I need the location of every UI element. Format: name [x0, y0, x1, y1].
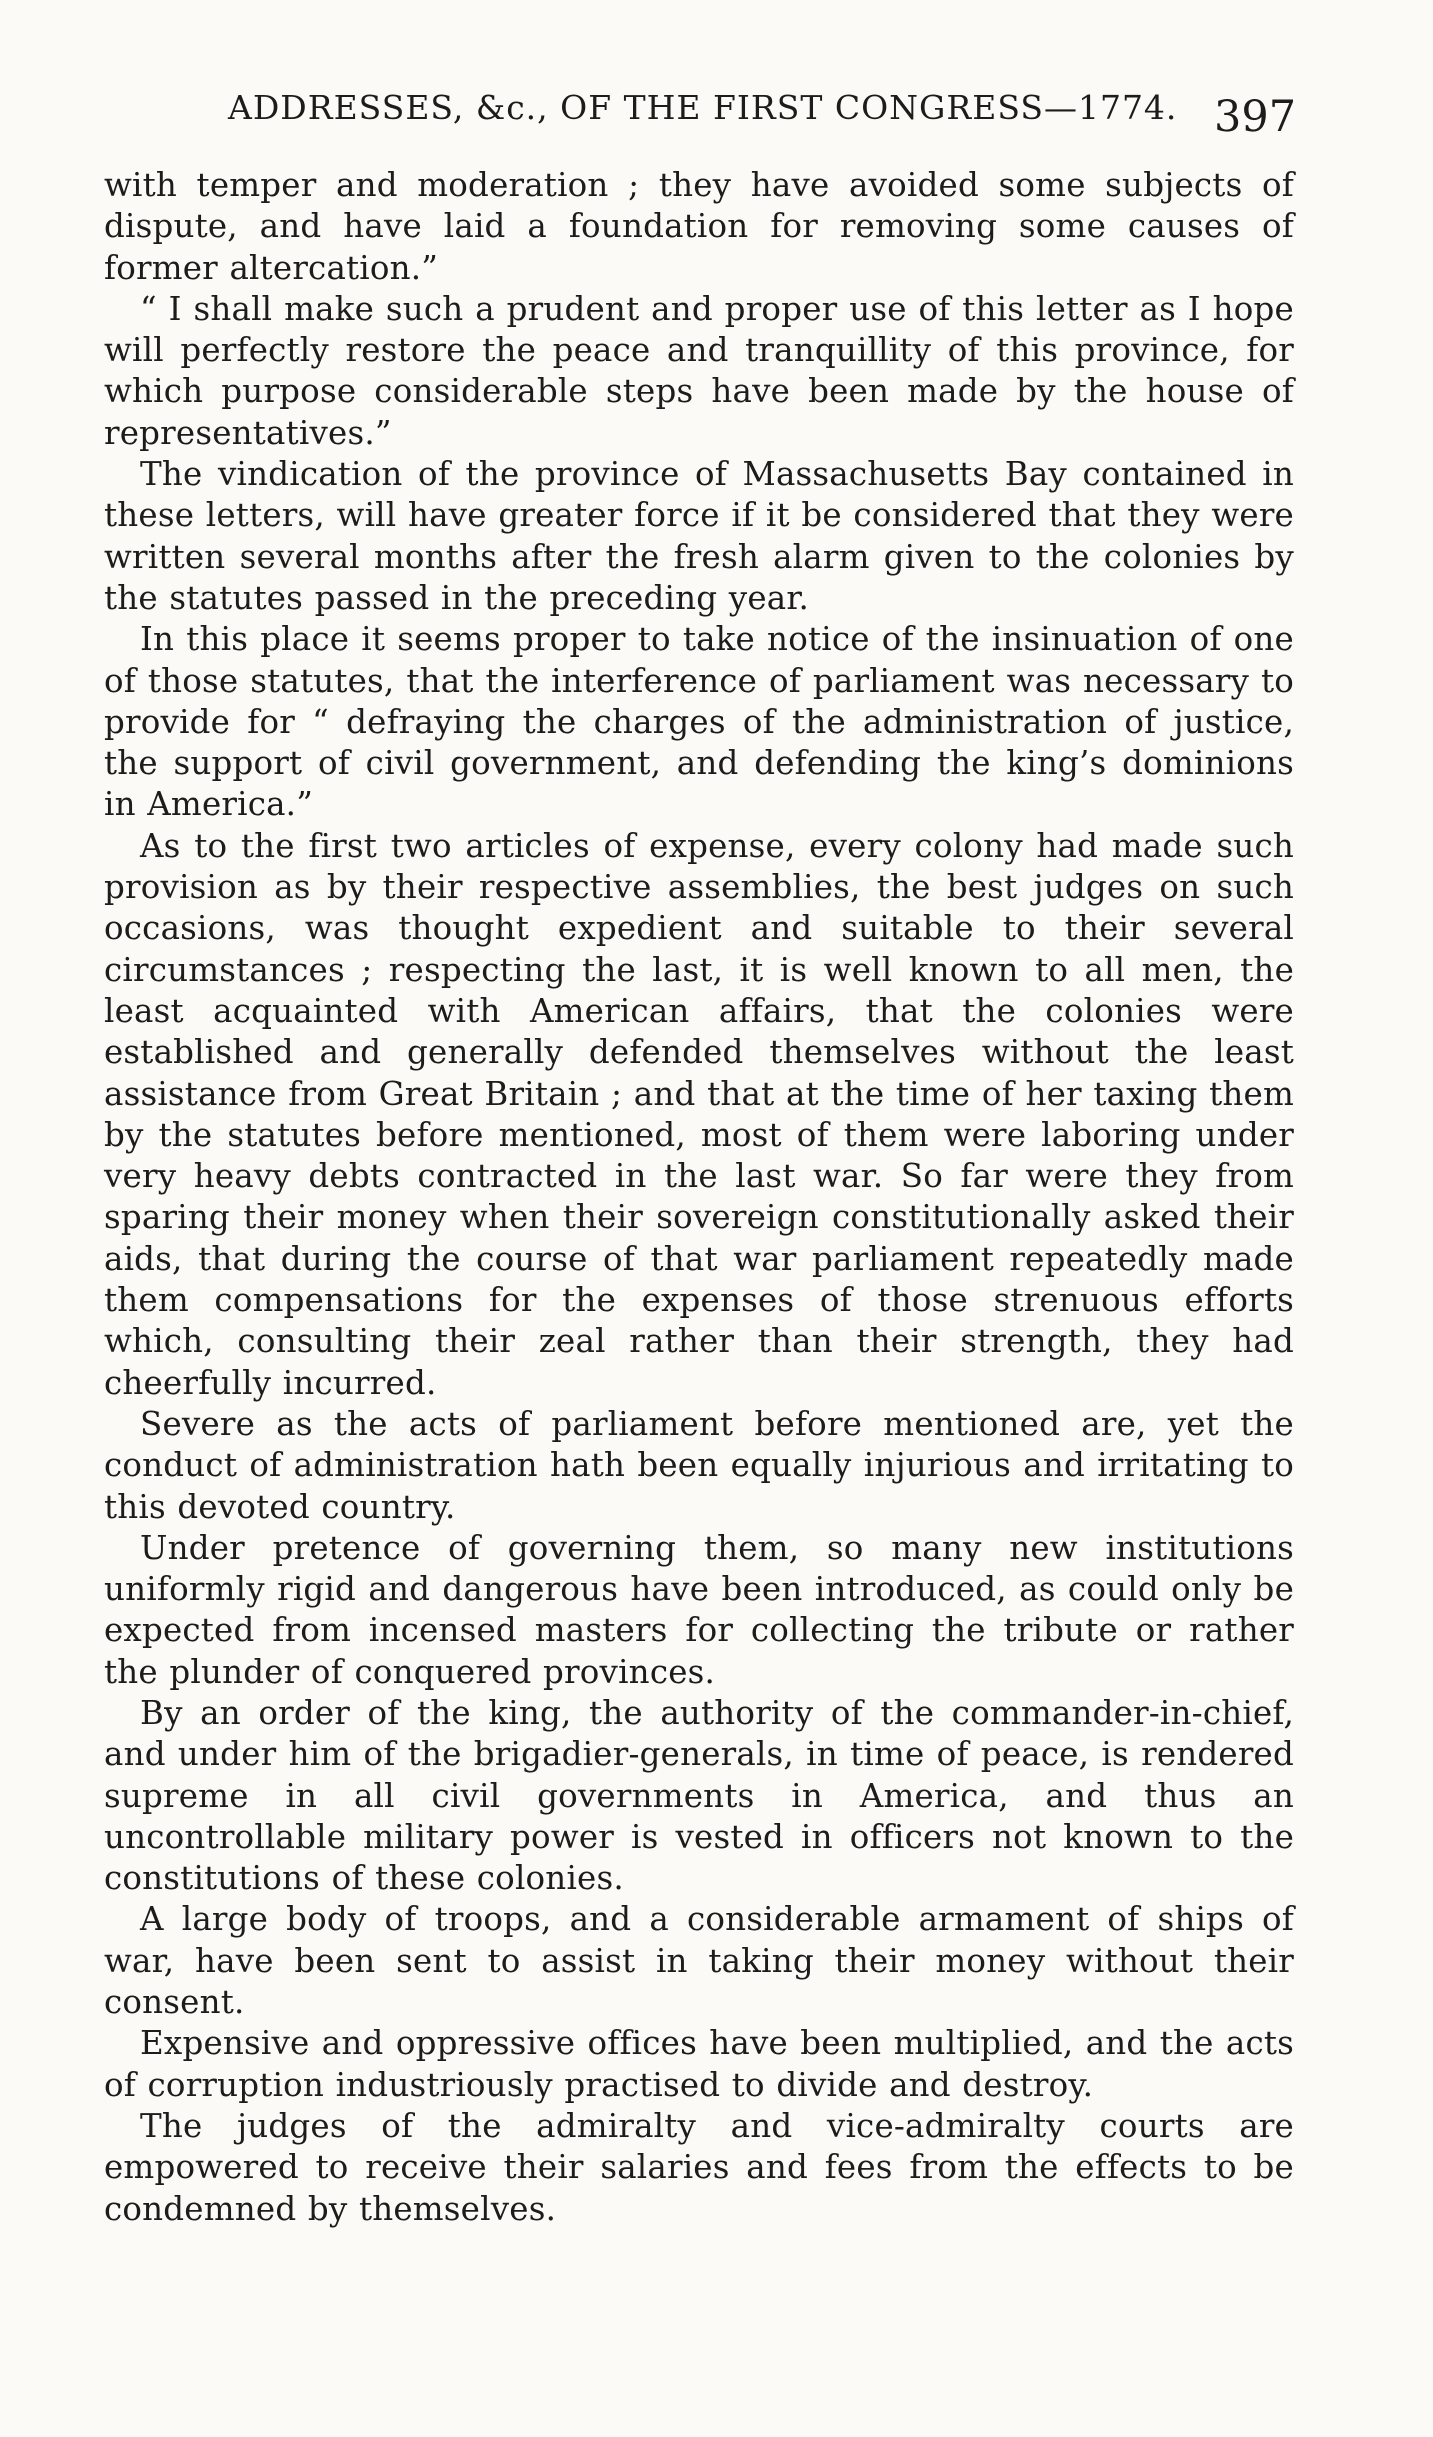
- paragraph-3: The vindication of the province of Massachusetts Bay contained in these letters, will have greater force if it be considered that they were written several months after the fresh alarm given to the colonies by the statutes passed in the preceding year.: [104, 455, 1294, 617]
- body-text: [104, 165, 1294, 2230]
- paragraph-1: with temper and moderation ; they have avoided some subjects of dispute, and have laid a foundation for removing some causes of former altercation.”: [104, 166, 1294, 287]
- page-number: 397: [1214, 92, 1297, 142]
- paragraph-5: As to the first two articles of expense, every colony had made such provision as by their respective assemblies, the best judges on such occasions, was thought expedient and suitable to their several circumstances ; respecting the last, it is well known to all men, the least acquainted with American affairs, that the colonies were established and generally defended themselves without the least assistance from Great Britain ; and that at the time of her taxing them by the statutes before mentioned, most of them were laboring under very heavy debts contracted in the last war. So far were they from sparing their money when their sovereign constitutionally asked their aids, that during the course of that war parliament repeatedly made them compensations for the expenses of those strenuous efforts which, consulting their zeal rather than their strength, they had cheerfully incurred.: [104, 826, 1294, 1402]
- paragraph-10: Expensive and oppressive offices have been multiplied, and the acts of corruption industriously practised to divide and destroy.: [104, 2024, 1294, 2104]
- running-title: ADDRESSES, &c., OF THE FIRST CONGRESS—1774.: [228, 88, 1178, 127]
- paragraph-11: The judges of the admiralty and vice-admiralty courts are empowered to receive their salaries and fees from the effects to be condemned by themselves.: [104, 2106, 1294, 2228]
- paragraph-6: Severe as the acts of parliament before mentioned are, yet the conduct of administration hath been equally injurious and irritating to this devoted country.: [104, 1404, 1294, 1526]
- paragraph-9: A large body of troops, and a considerable armament of ships of war, have been sent to assist in taking their money without their consent.: [104, 1900, 1294, 2022]
- paragraph-2: “ I shall make such a prudent and proper use of this letter as I hope will perfectly restore the peace and tranquillity of this province, for which purpose considerable steps have been made by the house of representatives.”: [104, 289, 1294, 452]
- page-header: [0, 72, 1433, 142]
- paragraph-4: In this place it seems proper to take notice of the insinuation of one of those statutes, that the interference of parliament was necessary to provide for “ defraying the charges of the administration of justice, the support of civil government, and defending the king’s dominions in America.”: [104, 620, 1294, 824]
- paragraph-7: Under pretence of governing them, so many new institutions uniformly rigid and dangerous have been introduced, as could only be expected from incensed masters for collecting the tribute or rather the plunder of conquered provinces.: [104, 1528, 1294, 1691]
- paragraph-8: By an order of the king, the authority of the commander-in-chief, and under him of the brigadier-generals, in time of peace, is rendered supreme in all civil governments in America, and thus an uncontrollable military power is vested in officers not known to the constitutions of these colonies.: [104, 1693, 1294, 1898]
